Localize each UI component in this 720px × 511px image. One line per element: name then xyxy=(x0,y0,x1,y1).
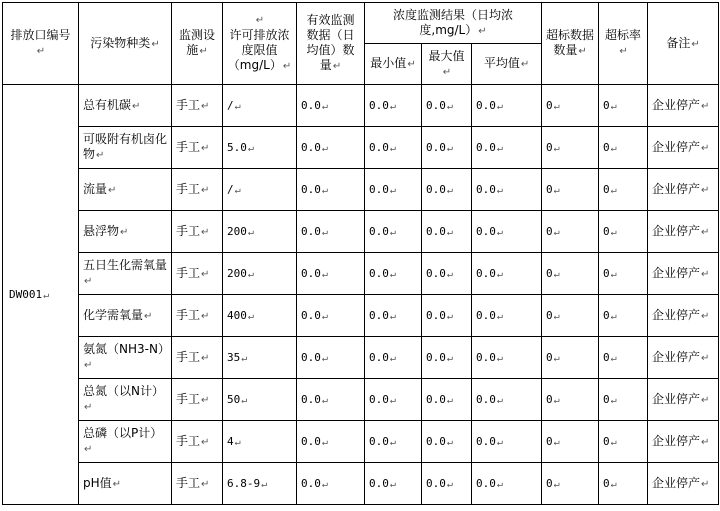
limit-cell: 5.0↵ xyxy=(223,127,297,169)
header-pollutant: 污染物种类↵ xyxy=(79,3,172,85)
valid-count-cell: 0.0↵ xyxy=(297,127,365,169)
avg-cell: 0.0↵ xyxy=(472,253,542,295)
pollutant-cell: 悬浮物↵ xyxy=(79,211,172,253)
valid-count-cell: 0.0↵ xyxy=(297,169,365,211)
pollutant-cell: 五日生化需氧量↵ xyxy=(79,253,172,295)
table-row xyxy=(3,421,719,463)
pollutant-cell: 流量↵ xyxy=(79,169,172,211)
method-cell: 手工↵ xyxy=(172,169,223,211)
header-valid-count: 有效监测数据（日均值）数量↵ xyxy=(297,3,365,85)
remark-cell: 企业停产↵ xyxy=(648,85,719,127)
max-cell: 0.0↵ xyxy=(422,211,472,253)
method-cell: 手工↵ xyxy=(172,421,223,463)
valid-count-cell: 0.0↵ xyxy=(297,253,365,295)
avg-cell: 0.0↵ xyxy=(472,169,542,211)
valid-count-cell: 0.0↵ xyxy=(297,211,365,253)
min-cell: 0.0↵ xyxy=(365,421,422,463)
max-cell: 0.0↵ xyxy=(422,169,472,211)
exceed-count-cell: 0↵ xyxy=(542,379,599,421)
avg-cell: 0.0↵ xyxy=(472,127,542,169)
exceed-count-cell: 0↵ xyxy=(542,85,599,127)
min-cell: 0.0↵ xyxy=(365,211,422,253)
header-limit: ↵ 许可排放浓度限值（mg/L）↵ xyxy=(223,3,297,85)
remark-cell: 企业停产↵ xyxy=(648,421,719,463)
header-exceed-count: 超标数据数量↵ xyxy=(542,3,599,85)
exceed-count-cell: 0↵ xyxy=(542,337,599,379)
header-method: 监测设施↵ xyxy=(172,3,223,85)
pollutant-cell: 总有机碳↵ xyxy=(79,85,172,127)
exceed-rate-cell: 0↵ xyxy=(599,421,648,463)
remark-cell: 企业停产↵ xyxy=(648,253,719,295)
max-cell: 0.0↵ xyxy=(422,127,472,169)
limit-cell: 50↵ xyxy=(223,379,297,421)
table-row xyxy=(3,463,719,505)
monitoring-table xyxy=(2,2,719,505)
max-cell: 0.0↵ xyxy=(422,337,472,379)
exceed-count-cell: 0↵ xyxy=(542,295,599,337)
avg-cell: 0.0↵ xyxy=(472,463,542,505)
min-cell: 0.0↵ xyxy=(365,337,422,379)
header-exceed-rate: 超标率↵ xyxy=(599,3,648,85)
limit-cell: 400↵ xyxy=(223,295,297,337)
avg-cell: 0.0↵ xyxy=(472,211,542,253)
avg-cell: 0.0↵ xyxy=(472,85,542,127)
exceed-rate-cell: 0↵ xyxy=(599,295,648,337)
header-remark: 备注↵ xyxy=(648,3,719,85)
exceed-count-cell: 0↵ xyxy=(542,169,599,211)
header-concentration: 浓度监测结果（日均浓度,mg/L）↵ xyxy=(365,3,542,44)
table-row xyxy=(3,127,719,169)
max-cell: 0.0↵ xyxy=(422,253,472,295)
method-cell: 手工↵ xyxy=(172,379,223,421)
limit-cell: 35↵ xyxy=(223,337,297,379)
table-row xyxy=(3,337,719,379)
table-row xyxy=(3,85,719,127)
remark-cell: 企业停产↵ xyxy=(648,295,719,337)
min-cell: 0.0↵ xyxy=(365,463,422,505)
exceed-count-cell: 0↵ xyxy=(542,211,599,253)
min-cell: 0.0↵ xyxy=(365,295,422,337)
valid-count-cell: 0.0↵ xyxy=(297,85,365,127)
method-cell: 手工↵ xyxy=(172,295,223,337)
limit-cell: 200↵ xyxy=(223,253,297,295)
remark-cell: 企业停产↵ xyxy=(648,127,719,169)
max-cell: 0.0↵ xyxy=(422,295,472,337)
exceed-rate-cell: 0↵ xyxy=(599,379,648,421)
max-cell: 0.0↵ xyxy=(422,421,472,463)
min-cell: 0.0↵ xyxy=(365,85,422,127)
pollutant-cell: 总氮（以N计）↵ xyxy=(79,379,172,421)
valid-count-cell: 0.0↵ xyxy=(297,463,365,505)
exceed-rate-cell: 0↵ xyxy=(599,127,648,169)
avg-cell: 0.0↵ xyxy=(472,421,542,463)
limit-cell: 6.8-9↵ xyxy=(223,463,297,505)
method-cell: 手工↵ xyxy=(172,85,223,127)
method-cell: 手工↵ xyxy=(172,463,223,505)
table-row xyxy=(3,379,719,421)
limit-cell: 4↵ xyxy=(223,421,297,463)
remark-cell: 企业停产↵ xyxy=(648,463,719,505)
min-cell: 0.0↵ xyxy=(365,127,422,169)
method-cell: 手工↵ xyxy=(172,253,223,295)
valid-count-cell: 0.0↵ xyxy=(297,295,365,337)
remark-cell: 企业停产↵ xyxy=(648,169,719,211)
avg-cell: 0.0↵ xyxy=(472,337,542,379)
exceed-count-cell: 0↵ xyxy=(542,463,599,505)
valid-count-cell: 0.0↵ xyxy=(297,421,365,463)
valid-count-cell: 0.0↵ xyxy=(297,379,365,421)
header-avg: 平均值↵ xyxy=(472,44,542,85)
exceed-count-cell: 0↵ xyxy=(542,421,599,463)
header-outlet: 排放口编号↵ xyxy=(3,3,79,85)
header-max: 最大值↵ xyxy=(422,44,472,85)
exceed-rate-cell: 0↵ xyxy=(599,253,648,295)
exceed-rate-cell: 0↵ xyxy=(599,85,648,127)
table-row xyxy=(3,253,719,295)
remark-cell: 企业停产↵ xyxy=(648,379,719,421)
exceed-count-cell: 0↵ xyxy=(542,127,599,169)
exceed-count-cell: 0↵ xyxy=(542,253,599,295)
pollutant-cell: pH值↵ xyxy=(79,463,172,505)
header-min: 最小值↵ xyxy=(365,44,422,85)
remark-cell: 企业停产↵ xyxy=(648,211,719,253)
pollutant-cell: 化学需氧量↵ xyxy=(79,295,172,337)
pollutant-cell: 总磷（以P计）↵ xyxy=(79,421,172,463)
exceed-rate-cell: 0↵ xyxy=(599,463,648,505)
method-cell: 手工↵ xyxy=(172,211,223,253)
valid-count-cell: 0.0↵ xyxy=(297,337,365,379)
exceed-rate-cell: 0↵ xyxy=(599,211,648,253)
limit-cell: 200↵ xyxy=(223,211,297,253)
avg-cell: 0.0↵ xyxy=(472,295,542,337)
limit-cell: /↵ xyxy=(223,85,297,127)
exceed-rate-cell: 0↵ xyxy=(599,169,648,211)
pollutant-cell: 氨氮（NH3-N）↵ xyxy=(79,337,172,379)
method-cell: 手工↵ xyxy=(172,337,223,379)
limit-cell: /↵ xyxy=(223,169,297,211)
min-cell: 0.0↵ xyxy=(365,379,422,421)
max-cell: 0.0↵ xyxy=(422,379,472,421)
table-row xyxy=(3,211,719,253)
avg-cell: 0.0↵ xyxy=(472,379,542,421)
remark-cell: 企业停产↵ xyxy=(648,337,719,379)
min-cell: 0.0↵ xyxy=(365,253,422,295)
outlet-id-cell: DW001↵ xyxy=(3,85,79,505)
table-row xyxy=(3,169,719,211)
max-cell: 0.0↵ xyxy=(422,463,472,505)
table-row xyxy=(3,295,719,337)
max-cell: 0.0↵ xyxy=(422,85,472,127)
min-cell: 0.0↵ xyxy=(365,169,422,211)
method-cell: 手工↵ xyxy=(172,127,223,169)
exceed-rate-cell: 0↵ xyxy=(599,337,648,379)
pollutant-cell: 可吸附有机卤化物↵ xyxy=(79,127,172,169)
